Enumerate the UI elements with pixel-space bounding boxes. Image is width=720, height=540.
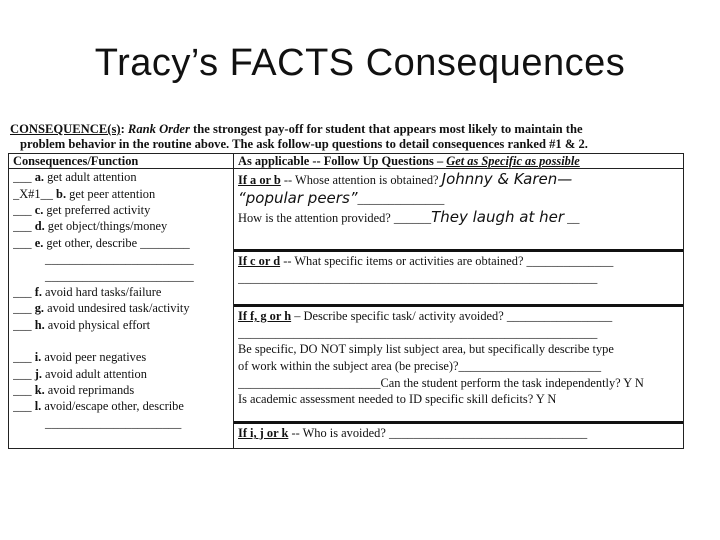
item-text: avoid/escape other, describe	[41, 399, 184, 414]
item-text: get preferred activity	[43, 203, 151, 217]
item-text: get adult attention	[44, 170, 137, 185]
fgh-label: If f, g or h	[238, 309, 292, 324]
consequence-header	[8, 122, 684, 151]
item-letter: b.	[56, 186, 67, 201]
list-item-b	[13, 186, 229, 202]
col-head-left: Consequences/Function	[9, 154, 234, 169]
fgh-specific-line-1: Be specific, DO NOT simply list subject area, but specifically describe type	[238, 342, 614, 357]
list-item-f	[13, 284, 229, 300]
item-letter: e.	[34, 235, 44, 250]
section-ab	[234, 169, 683, 251]
ab-handwritten-answer: Johnny & Karen—	[441, 170, 573, 189]
item-text: avoid peer negatives	[41, 350, 147, 365]
item-letter: g.	[34, 301, 44, 316]
section-fgh	[234, 306, 683, 423]
list-item-h	[13, 317, 229, 333]
fgh-question-line	[238, 308, 679, 325]
item-text: avoid adult attention	[41, 366, 147, 381]
item-mark: ___	[13, 350, 32, 365]
item-mark: ___	[13, 285, 32, 300]
header-rest: the strongest pay-off for student that appears most likely to maintain the	[189, 122, 583, 136]
col-head-right-emph: Get as Specific as possible	[446, 154, 580, 169]
fgh-independent-line: _______________________Can the student perform the task independently? Y N	[238, 375, 644, 390]
item-mark: ___	[13, 235, 32, 250]
item-mark: ___	[13, 170, 32, 185]
list-item-d	[13, 218, 229, 234]
item-text: get object/things/money	[44, 219, 168, 234]
list-item-c	[13, 202, 229, 218]
item-text: avoid reprimands	[44, 383, 135, 398]
item-mark: ___	[13, 203, 32, 217]
ab-handwritten-answer-3: They laugh at her	[431, 208, 565, 227]
header-line-1	[10, 122, 684, 137]
item-mark: ___	[13, 366, 32, 381]
ijk-question: -- Who is avoided? ________________________________	[288, 426, 588, 441]
item-letter: j.	[34, 366, 42, 381]
right-column	[234, 169, 684, 449]
item-text: avoid undesired task/activity	[44, 301, 190, 316]
col-head-right	[234, 154, 684, 169]
item-mark: ___	[13, 317, 32, 332]
consequence-table	[8, 153, 684, 449]
ab-question: -- Whose attention is obtained?	[280, 173, 439, 188]
ab-blank: __	[564, 211, 580, 226]
item-letter: a.	[34, 170, 44, 185]
blank-line: ______________________	[45, 415, 182, 430]
item-mark: ___	[13, 219, 32, 234]
item-mark: ___	[13, 383, 32, 398]
header-word: CONSEQUENCE(s)	[10, 122, 121, 136]
item-letter: i.	[34, 350, 42, 365]
header-line-2: problem behavior in the routine above. The ask follow-up questions to detail consequences ranked #1 & 2.	[20, 136, 588, 151]
ijk-question-line	[238, 425, 679, 442]
list-item-j	[13, 366, 229, 382]
ab-how-line	[238, 208, 679, 227]
consequences-form	[8, 122, 684, 449]
list-item-i	[13, 349, 229, 365]
slide-title: Tracy’s FACTS Consequences	[94, 42, 626, 84]
list-item-a	[13, 169, 229, 185]
list-item-g	[13, 300, 229, 316]
blank-line: ________________________	[45, 252, 194, 267]
header-colon: :	[120, 122, 125, 136]
item-letter: l.	[34, 399, 42, 414]
spacer	[13, 431, 229, 445]
spacer	[13, 333, 229, 349]
col-head-right-prefix: As applicable -- Follow Up Questions –	[238, 154, 447, 169]
list-item-k	[13, 382, 229, 398]
section-cd	[234, 251, 683, 306]
header-rank: Rank Order	[127, 122, 190, 136]
fgh-question: – Describe specific task/ activity avoided? _________________	[291, 309, 613, 324]
followup-sections	[234, 169, 683, 448]
ab-blank: ______________	[357, 192, 445, 207]
cd-label: If c or d	[238, 254, 281, 269]
blank-line: ________________________	[45, 268, 194, 283]
item-letter: d.	[34, 219, 45, 234]
ab-handwritten-answer-2: “popular peers”	[238, 189, 358, 208]
cd-blank-line: __________________________________________________________	[238, 271, 598, 286]
item-text: get other, describe ________	[43, 235, 190, 250]
table-body-row	[9, 169, 684, 449]
item-text: get peer attention	[66, 186, 156, 201]
fgh-assessment-line: Is academic assessment needed to ID specific skill deficits? Y N	[238, 392, 557, 407]
item-mark: ___	[13, 301, 32, 316]
item-text: avoid hard tasks/failure	[41, 285, 162, 300]
list-item-e	[13, 235, 229, 251]
item-letter: c.	[34, 203, 44, 217]
table-head-row	[9, 154, 684, 169]
item-letter: h.	[34, 317, 45, 332]
item-letter: k.	[34, 383, 45, 398]
item-mark: _X#1__	[13, 186, 53, 201]
fgh-blank-line: __________________________________________________________	[238, 325, 598, 340]
ab-how-question: How is the attention provided? ______	[238, 211, 432, 226]
ab-answer-line	[238, 189, 679, 208]
ijk-label: If i, j or k	[238, 426, 289, 441]
list-item-l	[13, 398, 229, 414]
cd-question-line	[238, 253, 679, 270]
left-column	[9, 169, 234, 449]
ab-label: If a or b	[238, 173, 281, 188]
ab-question-line	[238, 170, 679, 189]
item-text: avoid physical effort	[44, 317, 151, 332]
cd-question: -- What specific items or activities are obtained? ______________	[280, 254, 614, 269]
item-mark: ___	[13, 399, 32, 414]
item-letter: f.	[34, 285, 42, 300]
fgh-specific-line-2: of work within the subject area (be precise)?_______________________	[238, 358, 602, 373]
section-ijk	[234, 423, 683, 449]
